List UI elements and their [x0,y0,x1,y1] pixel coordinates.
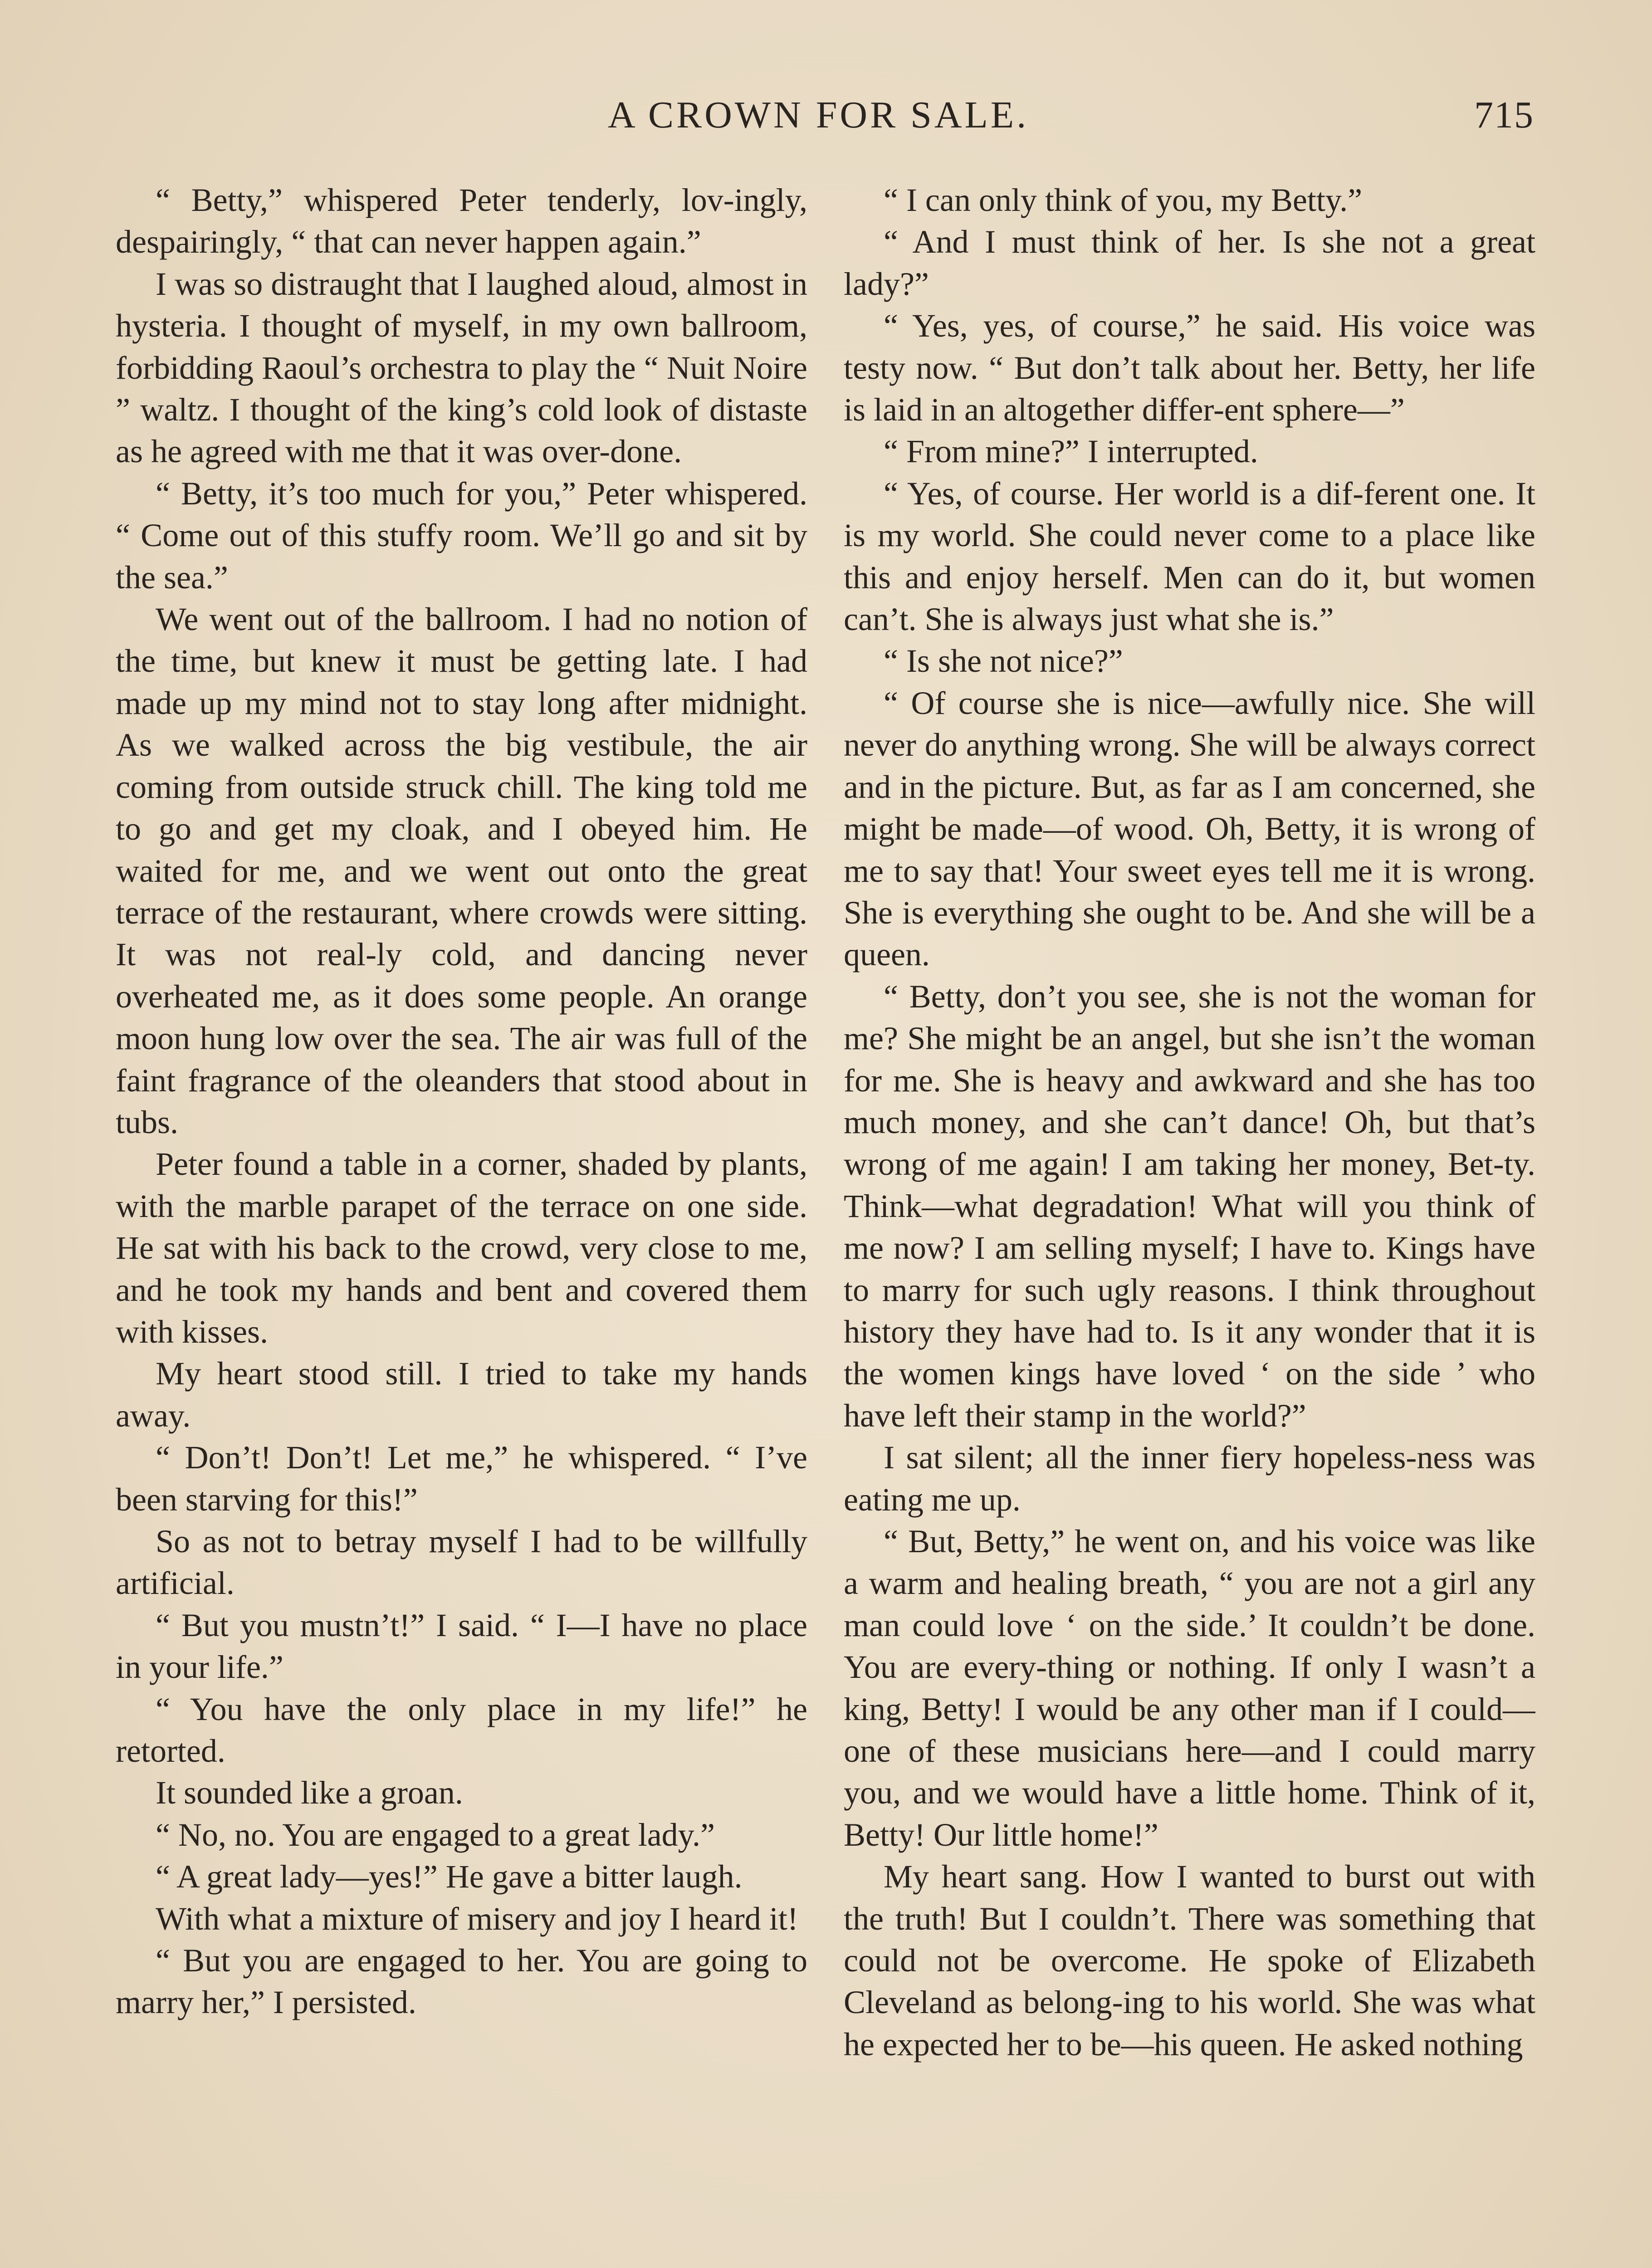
paragraph: I sat silent; all the inner fiery hopeless-ness was eating me up. [844,1439,1535,1518]
page-number: 715 [1474,94,1534,136]
paragraph: “ Is she not nice?” [884,643,1123,679]
paragraph: “ Of course she is nice—awfully nice. She will never do anything wrong. She will be always correct and in the picture. But, as far as I am concerned, she might be made—of wood. Oh, Betty, it is wrong of me to say that! Your sweet eyes tell me it is wrong. She is everything she ought to be. And she will be a queen. [844,684,1535,973]
paragraph: My heart stood still. I tried to take my hands away. [116,1355,807,1434]
paragraph: “ But you are engaged to her. You are going to marry her,” I persisted. [116,1942,807,2021]
paragraph: My heart sang. How I wanted to burst out with the truth! But I couldn’t. There was something that could not be overcome. He spoke of Elizabeth Cleveland as belong-ing to his world. She was what he expected her to be—his queen. He asked nothing [844,1858,1535,2063]
running-head [113,93,1534,143]
paragraph: Peter found a table in a corner, shaded by plants, with the marble parapet of the terrace on one side. He sat with his back to the crowd, very close to me, and he took my hands and bent and covered them with kisses. [116,1146,807,1350]
paragraph: “ No, no. You are engaged to a great lady.” [156,1816,715,1853]
paragraph: “ Betty, don’t you see, she is not the woman for me? She might be an angel, but she isn’t the woman for me. She is heavy and awkward and she has too much money, and she can’t dance! Oh, but that’s wrong of me again! I am taking her money, Bet-ty. Think—what degradation! What will you think of me now? I am selling myself; I have to. Kings have to marry for such ugly reasons. I think throughout history they have had to. Is it any wonder that it is the women kings have loved ‘ on the side ’ who have left their stamp in the world?” [844,978,1535,1434]
paragraph: “ Yes, yes, of course,” he said. His voice was testy now. “ But don’t talk about her. Betty, her life is laid in an altogether differ-ent sphere—” [844,308,1535,428]
paragraph: So as not to betray myself I had to be willfully artificial. [116,1523,807,1602]
running-title: A CROWN FOR SALE. [608,94,1029,136]
paragraph: “ Betty,” whispered Peter tenderly, lov-ingly, despairingly, “ that can never happen again.” [116,182,807,260]
paragraph: I was so distraught that I laughed aloud, almost in hysteria. I thought of myself, in my own ballroom, forbidding Raoul’s orchestra to play the “ Nuit Noire ” waltz. I thought of the king’s cold look of distaste as he agreed with me that it was over-done. [116,265,807,470]
paragraph: “ A great lady—yes!” He gave a bitter laugh. [156,1858,743,1895]
paragraph: “ Yes, of course. Her world is a dif-ferent one. It is my world. She could never come to a place like this and enjoy herself. Men can do it, but women can’t. She is always just what she is.” [844,475,1535,638]
paragraph: “ Betty, it’s too much for you,” Peter whispered. “ Come out of this stuffy room. We’ll go and sit by the sea.” [116,475,807,596]
right-column [844,179,1535,2268]
paragraph: With what a mixture of misery and joy I heard it! [156,1900,798,1937]
paragraph: “ I can only think of you, my Betty.” [884,182,1363,218]
paragraph: “ But, Betty,” he went on, and his voice was like a warm and healing breath, “ you are not a girl any man could love ‘ on the side.’ It couldn’t be done. You are every-thing or nothing. If only I wasn’t a king, Betty! I would be any other man if I could—one of these musicians here—and I could marry you, and we would have a little home. Think of it, Betty! Our little home!” [844,1523,1535,1853]
paragraph: It sounded like a groan. [156,1774,463,1811]
left-column [116,179,807,2268]
paragraph: “ From mine?” I interrupted. [884,433,1258,470]
paragraph: “ And I must think of her. Is she not a great lady?” [844,224,1535,302]
paragraph: “ You have the only place in my life!” he retorted. [116,1691,807,1769]
paragraph: We went out of the ballroom. I had no notion of the time, but knew it must be getting late. I had made up my mind not to stay long after midnight. As we walked across the big vestibule, the air coming from outside struck chill. The king told me to go and get my cloak, and I obeyed him. He waited for me, and we went out onto the great terrace of the restaurant, where crowds were sitting. It was not real-ly cold, and dancing never overheated me, as it does some people. An orange moon hung low over the sea. The air was full of the faint fragrance of the oleanders that stood about in tubs. [116,601,807,1140]
paragraph: “ But you mustn’t!” I said. “ I—I have no place in your life.” [116,1607,807,1686]
paragraph: “ Don’t! Don’t! Let me,” he whispered. “ I’ve been starving for this!” [116,1439,807,1518]
